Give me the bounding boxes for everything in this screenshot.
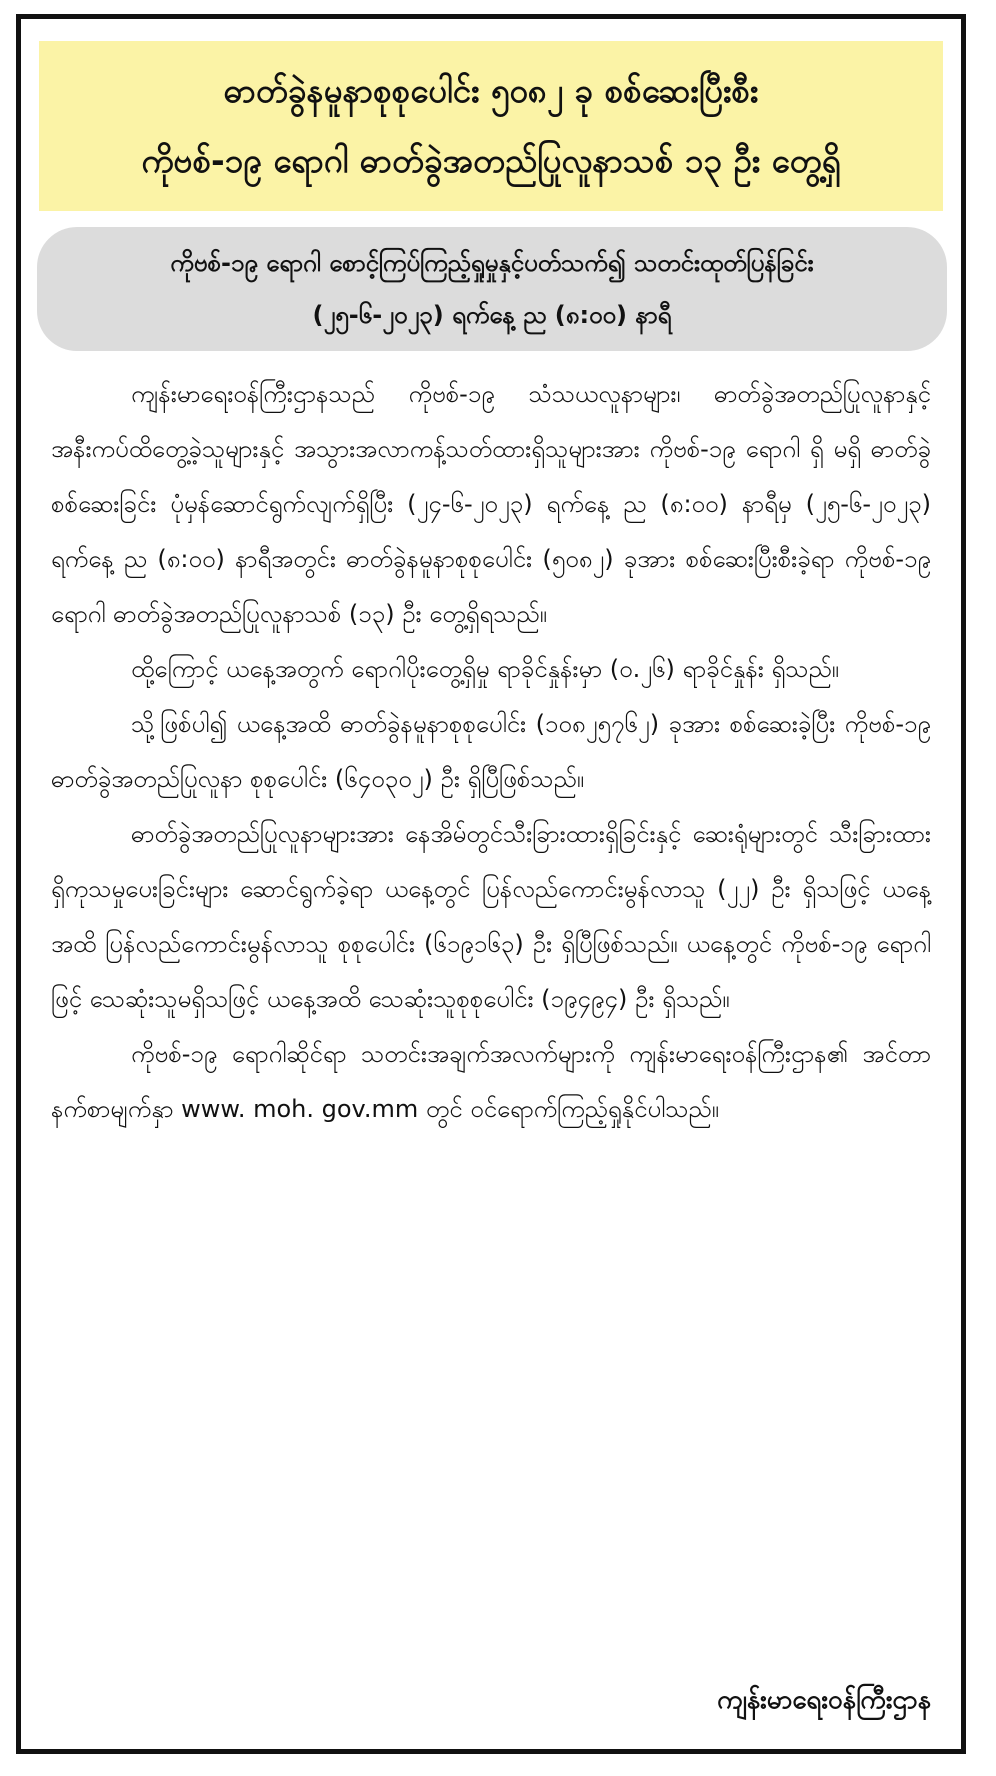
paragraph-positivity-rate: ထို့ကြောင့် ယနေ့အတွက် ရောဂါပိုးတွေ့ရှိမှု ရာခိုင်နှုန်းမှာ (၀.၂၆) ရာခိုင်နှုန်း ရှိသည်။ — [131, 655, 839, 683]
article-body — [51, 367, 931, 1137]
paragraph-testing-results: ကျန်းမာရေးဝန်ကြီးဌာနသည် ကိုဗစ်-၁၉ သံသယလူနာများ၊ ဓာတ်ခွဲအတည်ပြုလူနာနှင့် အနီးကပ်ထိတွေ့ခဲ့သူများနှင့် အသွားအလာကန့်သတ်ထားရှိသူများအား ကိုဗစ်-၁၉ ရောဂါ ရှိ မရှိ ဓာတ်ခွဲစစ်ဆေးခြင်း ပုံမှန်ဆောင်ရွက်လျက်ရှိပြီး (၂၄-၆-၂၀၂၃) ရက်နေ့ ည (၈:၀၀) နာရီမှ (၂၅-၆-၂၀၂၃) ရက်နေ့ ည (၈:၀၀) နာရီအတွင်း ဓာတ်ခွဲနမူနာစုစုပေါင်း (၅၀၈၂) ခုအား စစ်ဆေးပြီးစီးခဲ့ရာ ကိုဗစ်-၁၉ ရောဂါ ဓာတ်ခွဲအတည်ပြုလူနာသစ် (၁၃) ဦး တွေ့ရှိရသည်။ — [51, 380, 931, 628]
subheading-box — [37, 227, 947, 351]
headline-banner — [39, 41, 943, 211]
news-announcement-frame — [16, 14, 966, 1754]
signature-ministry: ကျန်းမာရေးဝန်ကြီးဌာန — [717, 1685, 931, 1715]
paragraph-website-info: ကိုဗစ်-၁၉ ရောဂါဆိုင်ရာ သတင်းအချက်အလက်များကို ကျန်းမာရေးဝန်ကြီးဌာန၏ အင်တာနက်စာမျက်နှာ www. moh. gov.mm တွင် ဝင်ရောက်ကြည့်ရှုနိုင်ပါသည်။ — [51, 1040, 931, 1123]
subheading-date: (၂၅-၆-၂၀၂၃) ရက်နေ့ ည (၈:၀၀) နာရီ — [312, 301, 672, 329]
paragraph-recoveries-deaths: ဓာတ်ခွဲအတည်ပြုလူနာများအား နေအိမ်တွင်သီးခြားထားရှိခြင်းနှင့် ဆေးရုံများတွင် သီးခြားထားရှိကုသမှုပေးခြင်းများ ဆောင်ရွက်ခဲ့ရာ ယနေ့တွင် ပြန်လည်ကောင်းမွန်လာသူ (၂၂) ဦး ရှိသဖြင့် ယနေ့အထိ ပြန်လည်ကောင်းမွန်လာသူ စုစုပေါင်း (၆၁၉၁၆၃) ဦး ရှိပြီဖြစ်သည်။ ယနေ့တွင် ကိုဗစ်-၁၉ ရောဂါဖြင့် သေဆုံးသူမရှိသဖြင့် ယနေ့အထိ သေဆုံးသူစုစုပေါင်း (၁၉၄၉၄) ဦး ရှိသည်။ — [51, 820, 931, 1013]
headline-line-1: ဓာတ်ခွဲနမူနာစုစုပေါင်း ၅၀၈၂ ခု စစ်ဆေးပြီးစီး — [223, 71, 759, 110]
headline-line-2: ကိုဗစ်-၁၉ ရောဂါ ဓာတ်ခွဲအတည်ပြုလူနာသစ် ၁၃ ဦး တွေ့ရှိ — [141, 141, 841, 180]
paragraph-cumulative-cases: သို့ဖြစ်ပါ၍ ယနေ့အထိ ဓာတ်ခွဲနမူနာစုစုပေါင်း (၁၀၈၂၅၇၆၂) ခုအား စစ်ဆေးခဲ့ပြီး ကိုဗစ်-၁၉ ဓာတ်ခွဲအတည်ပြုလူနာ စုစုပေါင်း (၆၄၀၃၀၂) ဦး ရှိပြီဖြစ်သည်။ — [51, 710, 931, 793]
subheading-title: ကိုဗစ်-၁၉ ရောဂါ စောင့်ကြပ်ကြည့်ရှုမှုနှင့်ပတ်သက်၍ သတင်းထုတ်ပြန်ခြင်း — [170, 249, 814, 277]
